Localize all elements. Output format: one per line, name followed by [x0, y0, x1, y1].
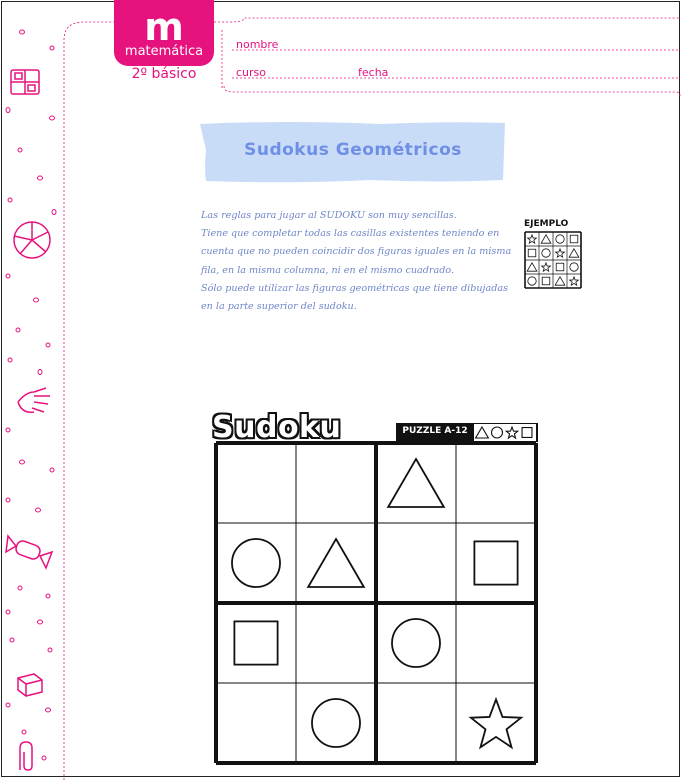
circle-icon [392, 619, 440, 667]
sudoku-heading: Sudoku [212, 410, 342, 445]
rule-paragraph: Sólo puede utilizar las figuras geométricas que tiene dibujadas en la parte superior del sudoku. [201, 282, 509, 313]
symbol-set [474, 424, 536, 441]
hand-icon [18, 388, 50, 412]
star-icon [556, 249, 565, 257]
puzzle-label: PUZZLE A-12 [402, 426, 468, 436]
circle-icon [312, 699, 360, 747]
triangle-icon [308, 539, 364, 587]
circle-icon [492, 427, 503, 438]
square-icon [570, 235, 578, 243]
subject-label: matemática [124, 44, 204, 59]
square-icon [556, 263, 564, 271]
square-icon [522, 428, 532, 438]
candy-icon [6, 536, 52, 568]
sudoku-board [213, 440, 539, 770]
square-icon [234, 621, 277, 664]
rule-paragraph: Las reglas para jugar al SUDOKU son muy sencillas. [201, 210, 457, 221]
example-grid [524, 231, 582, 289]
circle-icon [542, 249, 550, 257]
triangle-icon [569, 249, 579, 257]
triangle-icon [541, 235, 551, 243]
logo-letter: m [144, 5, 184, 49]
course-field-label: curso [236, 66, 267, 79]
star-icon [542, 263, 551, 271]
name-field-label: nombre [236, 38, 279, 51]
grade-label: 2º básico [131, 66, 197, 82]
circle-icon [570, 263, 578, 271]
paperclip-icon [20, 742, 32, 770]
square-icon [528, 249, 536, 257]
rules-text [201, 207, 519, 316]
grid-icon [11, 70, 39, 94]
subject-tab [114, 0, 214, 66]
rule-paragraph: Tiene que completar todas las casillas existentes teniendo en cuenta que no pueden coincidir dos figuras iguales en la misma fila, en la misma columna, ni en el mismo cuadrado. [201, 228, 512, 276]
triangle-icon [476, 427, 489, 438]
circle-icon [232, 539, 280, 587]
circle-icon [528, 277, 536, 285]
star-icon [528, 235, 537, 243]
pie-icon [14, 222, 50, 258]
triangle-icon [527, 263, 537, 271]
circle-icon [556, 235, 564, 243]
date-field-label: fecha [358, 66, 389, 79]
star-icon [506, 427, 518, 438]
triangle-icon [388, 459, 444, 507]
square-icon [474, 541, 517, 584]
star-icon [471, 699, 521, 747]
example-label: EJEMPLO [524, 219, 569, 229]
star-icon [570, 277, 579, 285]
page-title: Sudokus Geométricos [244, 140, 462, 160]
cube-icon [18, 674, 42, 696]
square-icon [542, 277, 550, 285]
triangle-icon [555, 277, 565, 285]
